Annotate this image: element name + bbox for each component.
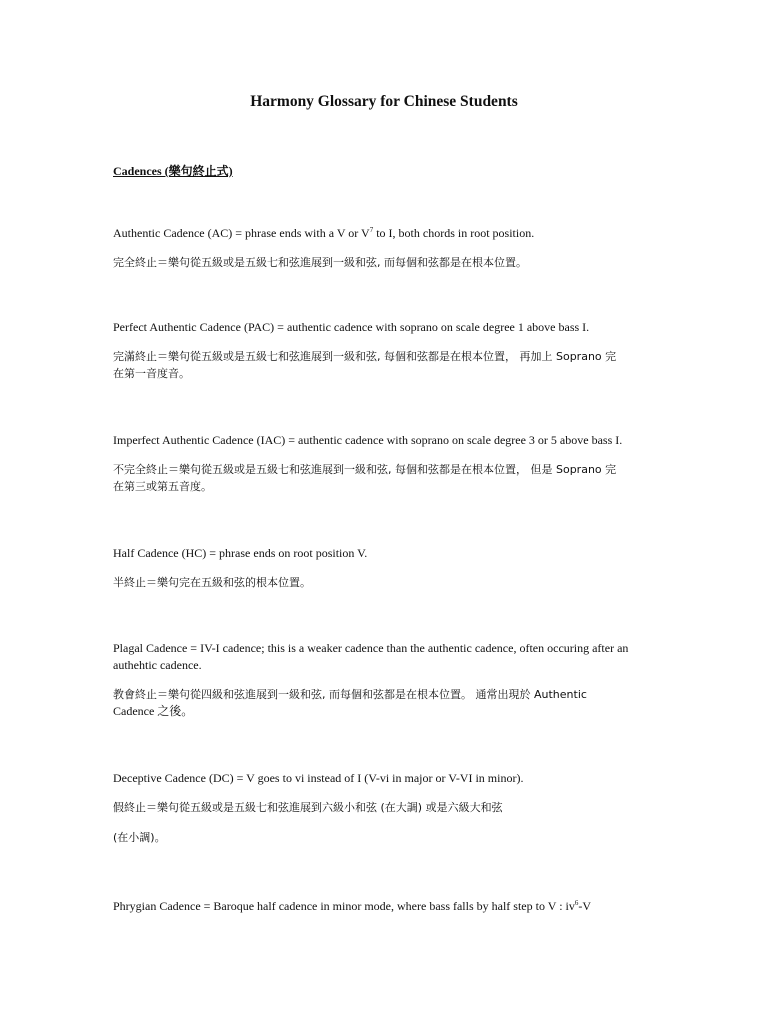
entry-chinese-cont: 在第一音度音。: [113, 367, 190, 380]
entry-chinese: 不完全終止＝樂句從五級或是五級七和弦進展到一級和弦, 每個和弦都是在根本位置， 但是 Soprano 完: [113, 463, 617, 476]
glossary-entry-phrygian-cadence: [113, 898, 673, 915]
entry-english: Authentic Cadence (AC) = phrase ends with a V or $V^7$ to I, both chords in root position.: [113, 226, 535, 240]
glossary-entry-perfect-authentic-cadence: [113, 319, 673, 382]
entry-english: Plagal Cadence = IV-I cadence; this is a weaker cadence than the authentic cadence, often occuring after an: [113, 641, 629, 655]
entry-chinese: 教會終止＝樂句從四級和弦進展到一級和弦, 而每個和弦都是在根本位置。 通常出現於 Authentic: [113, 688, 587, 701]
entry-chinese-cont: Cadence 之後。: [113, 704, 194, 718]
entry-chinese: 半終止＝樂句完在五級和弦的根本位置。: [113, 576, 311, 589]
entry-english: Imperfect Authentic Cadence (IAC) = authentic cadence with soprano on scale degree 3 or 5 above bass I.: [113, 433, 623, 447]
entry-chinese: 假終止＝樂句從五級或是五級七和弦進展到六級小和弦 (在大調) 或是六級大和弦: [113, 801, 503, 814]
entry-english: Perfect Authentic Cadence (PAC) = authentic cadence with soprano on scale degree 1 above bass I.: [113, 320, 590, 334]
entry-english-cont: authehtic cadence.: [113, 658, 202, 672]
glossary-entry-imperfect-authentic-cadence: [113, 432, 673, 495]
entry-chinese: 完全終止＝樂句從五級或是五級七和弦進展到一級和弦, 而每個和弦都是在根本位置。: [113, 256, 527, 269]
entry-english: Deceptive Cadence (DC) = V goes to vi instead of I (V-vi in major or V-VI in minor).: [113, 771, 524, 785]
page-title: Harmony Glossary for Chinese Students: [250, 93, 518, 110]
entry-chinese: 完滿終止＝樂句從五級或是五級七和弦進展到一級和弦, 每個和弦都是在根本位置， 再加上 Soprano 完: [113, 350, 617, 363]
section-heading: Cadences (樂句終止式): [113, 164, 233, 178]
glossary-entry-plagal-cadence: [113, 640, 673, 720]
entry-chinese-cont: (在小調)。: [113, 831, 166, 844]
entry-chinese-cont: 在第三或第五音度。: [113, 480, 212, 493]
entry-english: Half Cadence (HC) = phrase ends on root position V.: [113, 546, 368, 560]
glossary-entry-authentic-cadence: [113, 225, 673, 271]
entry-english: Phrygian Cadence = Baroque half cadence in minor mode, where bass falls by half step to V : $iv^6-V$: [113, 899, 592, 913]
glossary-entry-half-cadence: [113, 545, 673, 591]
glossary-entry-deceptive-cadence: [113, 770, 673, 846]
